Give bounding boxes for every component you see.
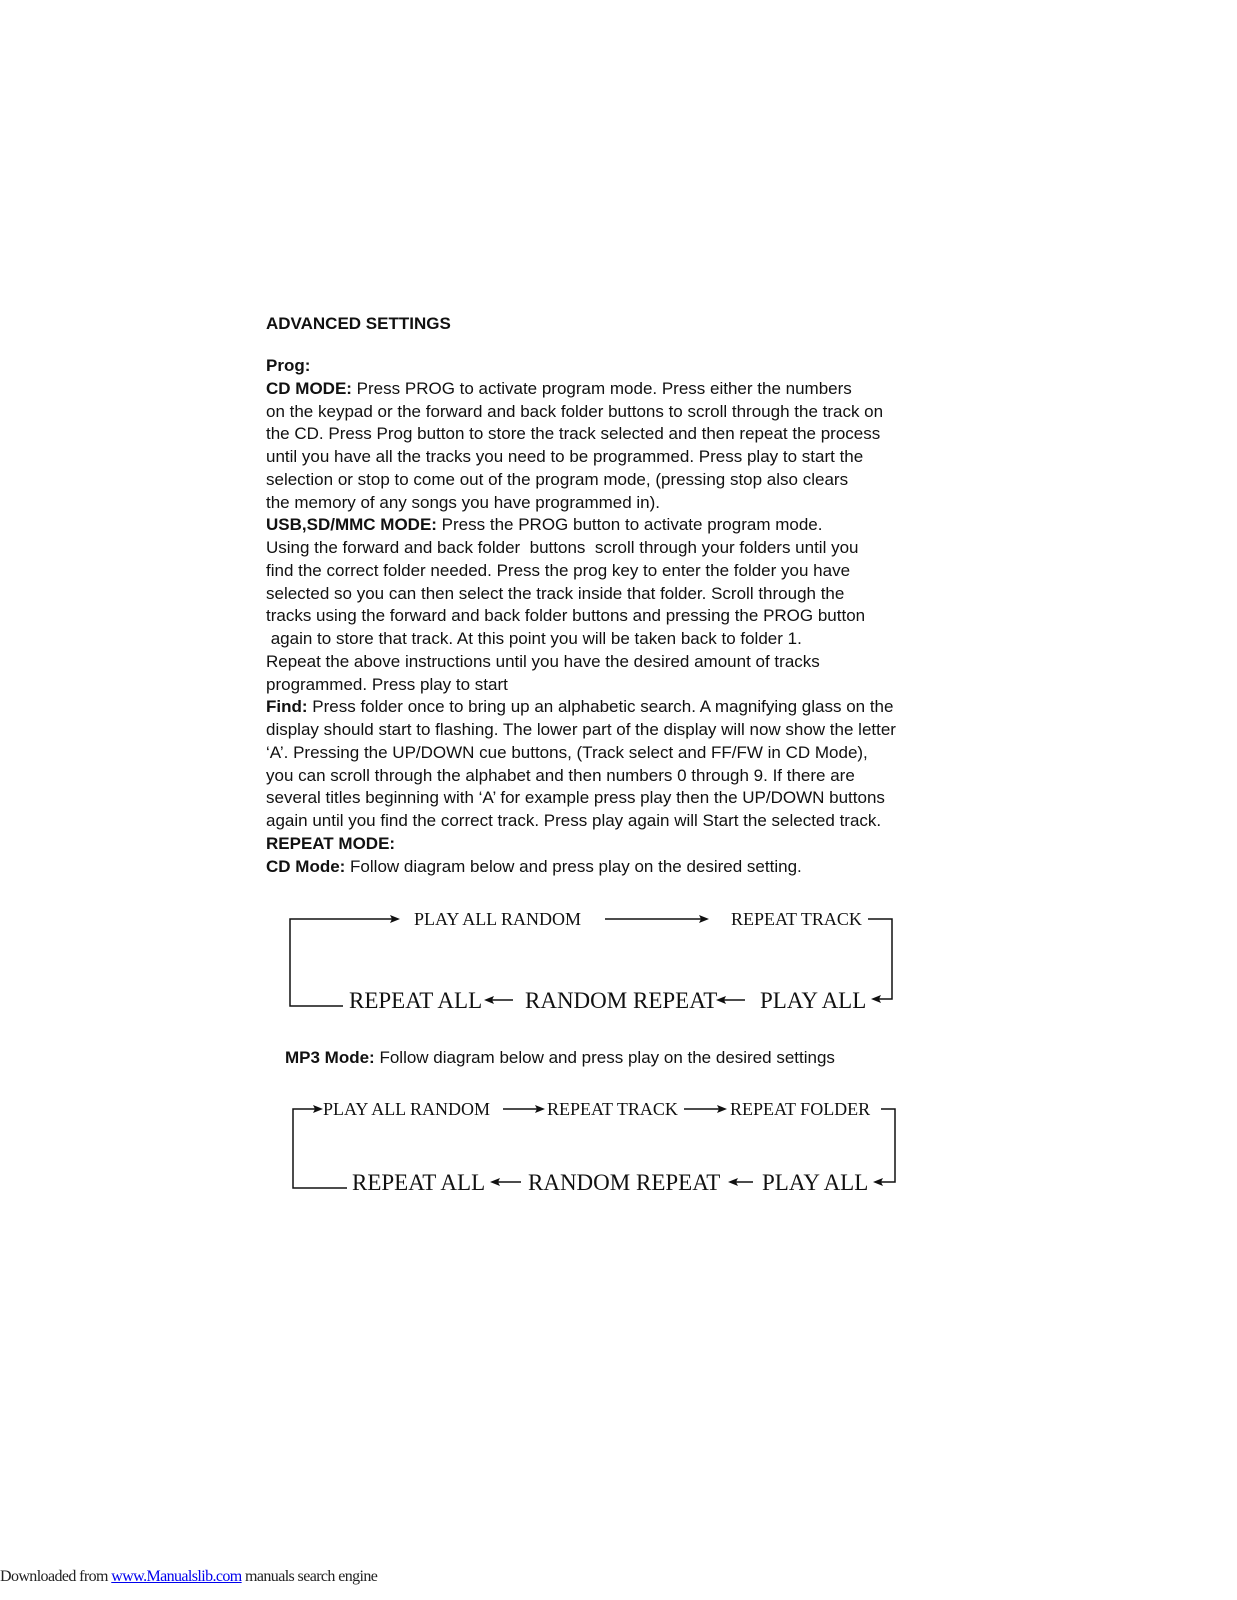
cd-repeat-line [266, 856, 1006, 879]
usb-mode-line: Using the forward and back folder buttons scroll through your folders until you [266, 538, 859, 557]
find-label: Find: [266, 697, 308, 717]
mp3-node-repeat-all: REPEAT ALL [352, 1170, 486, 1195]
usb-mode-line: find the correct folder needed. Press the prog key to enter the folder you have [266, 560, 851, 580]
cd-node-repeat-all: REPEAT ALL [349, 988, 483, 1013]
cd-mode-line: until you have all the tracks you need to be programmed. Press play to start the [266, 447, 864, 466]
usb-mode-line: selected so you can then select the track inside that folder. Scroll through the [266, 583, 845, 603]
find-line: again until you find the correct track. Press play again will Start the selected track. [266, 811, 882, 830]
mp3-node-play-all-random: PLAY ALL RANDOM [323, 1099, 491, 1119]
cd-mode-line: on the keypad or the forward and back folder buttons to scroll through the track on [266, 401, 884, 421]
mp3-repeat-label: MP3 Mode: [285, 1048, 375, 1067]
download-footer [0, 1568, 377, 1586]
find-line: ‘A’. Pressing the UP/DOWN cue buttons, (Track select and FF/FW in CD Mode), [266, 742, 868, 762]
find-text: Press folder once to bring up an alphabetic search. A magnifying glass on the [307, 697, 894, 717]
cd-mode-line: the memory of any songs you have programmed in). [266, 492, 661, 512]
manualslib-link[interactable]: www.Manualslib.com [111, 1568, 242, 1585]
footer-suffix: manuals search engine [241, 1568, 378, 1585]
find-line-0 [266, 696, 1006, 719]
footer-prefix: Downloaded from [0, 1568, 112, 1585]
page-heading: ADVANCED SETTINGS [266, 314, 451, 333]
usb-mode-line: again to store that track. At this point you will be taken back to folder 1. [266, 629, 802, 648]
find-line: several titles beginning with ‘A’ for example press play then the UP/DOWN buttons [266, 788, 885, 808]
cd-node-repeat-track: REPEAT TRACK [731, 909, 862, 929]
cd-mode-label: CD MODE: [266, 378, 352, 398]
cd-repeat-diagram [0, 880, 1237, 1020]
cd-node-play-all-random: PLAY ALL RANDOM [414, 909, 582, 929]
cd-mode-line-0 [266, 378, 1006, 401]
repeat-mode-title: REPEAT MODE: [266, 833, 396, 853]
mp3-node-play-all: PLAY ALL [762, 1170, 869, 1195]
cd-mode-line: the CD. Press Prog button to store the track selected and then repeat the process [266, 424, 881, 444]
mp3-loop-right-line [880, 1109, 895, 1182]
cd-mode-line: selection or stop to come out of the program mode, (pressing stop also clears [266, 469, 849, 489]
usb-mode-label: USB,SD/MMC MODE: [266, 515, 437, 535]
cd-repeat-text: Follow diagram below and press play on the desired setting. [345, 856, 802, 876]
mp3-node-repeat-track: REPEAT TRACK [547, 1099, 678, 1119]
usb-mode-text: Press the PROG button to activate program mode. [436, 515, 823, 535]
cd-node-random-repeat: RANDOM REPEAT [525, 988, 718, 1013]
body-text [266, 355, 1006, 878]
mp3-repeat-line [285, 1047, 835, 1069]
usb-mode-line: Repeat the above instructions until you have the desired amount of tracks [266, 651, 820, 671]
mp3-loop-left-line [293, 1109, 347, 1188]
find-line: you can scroll through the alphabet and then numbers 0 through 9. If there are [266, 765, 855, 785]
usb-mode-line: programmed. Press play to start [266, 674, 508, 694]
cd-mode-text: Press PROG to activate program mode. Press either the numbers [351, 378, 852, 398]
usb-mode-line: tracks using the forward and back folder buttons and pressing the PROG button [266, 606, 866, 626]
prog-title: Prog: [266, 356, 311, 375]
usb-mode-line-0 [266, 514, 1006, 537]
find-line: display should start to flashing. The lower part of the display will now show the letter [266, 720, 896, 739]
mp3-repeat-text: Follow diagram below and press play on the desired settings [374, 1048, 835, 1067]
mp3-repeat-diagram [0, 1080, 1237, 1220]
mp3-node-random-repeat: RANDOM REPEAT [528, 1170, 721, 1195]
cd-node-play-all: PLAY ALL [760, 988, 867, 1013]
cd-repeat-label: CD Mode: [266, 856, 346, 876]
cd-loop-right-line [868, 919, 892, 999]
mp3-node-repeat-folder: REPEAT FOLDER [730, 1099, 871, 1119]
